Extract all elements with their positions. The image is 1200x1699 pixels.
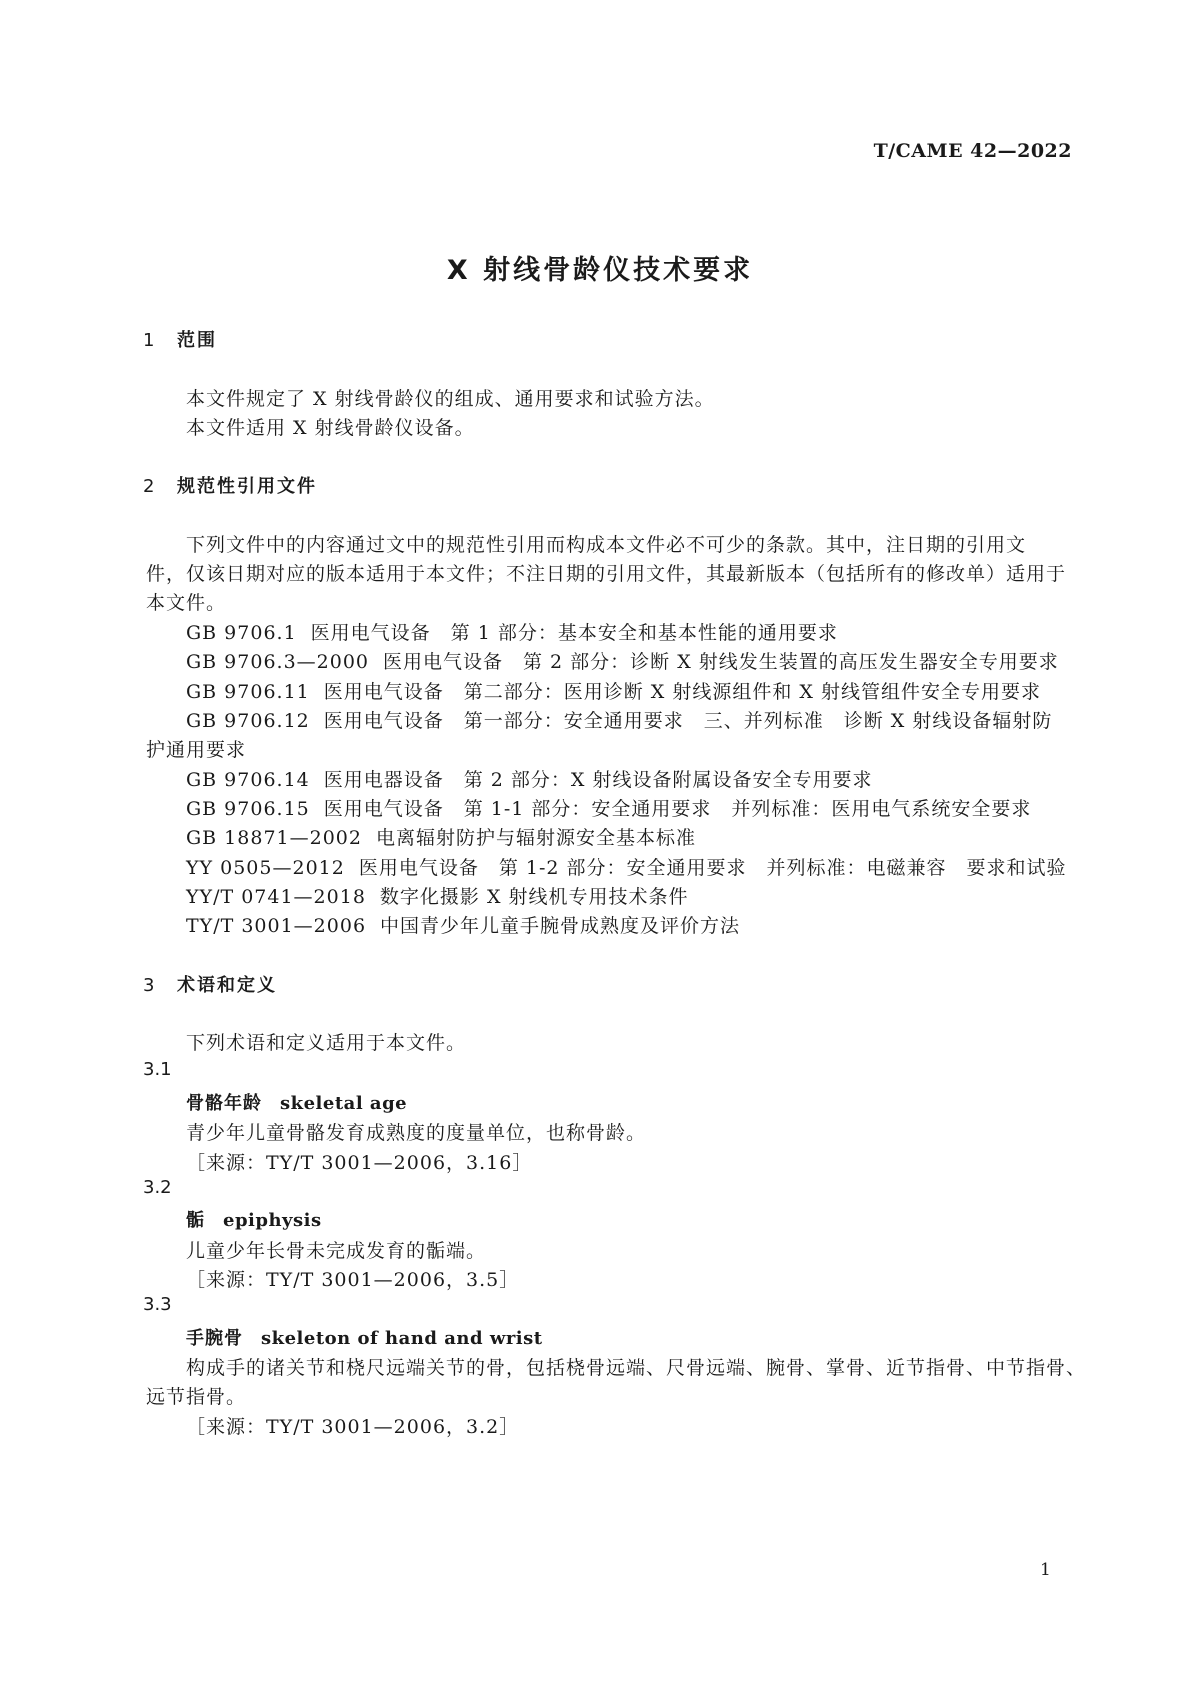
clause-number: 3.1 [143, 1059, 172, 1080]
section-title: 规范性引用文件 [177, 476, 317, 497]
reference-title: 医用电气设备 第 2 部分：诊断 X 射线发生装置的高压发生器安全专用要求 [383, 651, 1059, 673]
term-definition: 远节指骨。 [146, 1386, 247, 1408]
paragraph-line: 件，仅该日期对应的版本适用于本文件；不注日期的引用文件，其最新版本（包括所有的修改单）适用于 [146, 563, 1067, 585]
reference-id: GB 9706.3—2000 [186, 651, 370, 673]
term-heading [186, 1089, 407, 1115]
section-title: 范围 [177, 330, 217, 351]
term-definition: 青少年儿童骨骼发育成熟度的度量单位，也称骨龄。 [186, 1122, 647, 1144]
term-source: ［来源：TY/T 3001—2006，3.16］ [186, 1152, 533, 1174]
term-en: skeleton of hand and wrist [261, 1328, 543, 1349]
reference-item [186, 706, 1052, 733]
term-source: ［来源：TY/T 3001—2006，3.5］ [186, 1269, 520, 1291]
reference-item [186, 647, 1059, 674]
reference-title: 医用电器设备 第 2 部分：X 射线设备附属设备安全专用要求 [323, 769, 873, 791]
paragraph-line: 本文件。 [146, 592, 227, 614]
section-2-heading [143, 472, 317, 498]
paragraph-line: 下列文件中的内容通过文中的规范性引用而构成本文件必不可少的条款。其中，注日期的引用文 [186, 534, 1027, 556]
paragraph: 下列术语和定义适用于本文件。 [186, 1032, 467, 1054]
reference-id: GB 9706.15 [186, 798, 310, 820]
reference-item [186, 677, 1041, 704]
reference-item [186, 794, 1031, 821]
reference-title: 电离辐射防护与辐射源安全基本标准 [375, 827, 696, 849]
section-number: 1 [143, 330, 157, 351]
term-definition: 构成手的诸关节和桡尺远端关节的骨，包括桡骨远端、尺骨远端、腕骨、掌骨、近节指骨、中节指骨、 [186, 1357, 1087, 1379]
reference-title: 医用电气设备 第一部分：安全通用要求 三、并列标准 诊断 X 射线设备辐射防 [323, 710, 1053, 732]
reference-id: GB 9706.1 [186, 622, 297, 644]
reference-item [186, 823, 696, 850]
section-3-heading [143, 971, 277, 997]
reference-item [186, 765, 873, 792]
term-en: epiphysis [223, 1210, 322, 1231]
reference-title: 医用电气设备 第 1-1 部分：安全通用要求 并列标准：医用电气系统安全要求 [323, 798, 1032, 820]
reference-item [186, 618, 838, 645]
reference-id: GB 9706.12 [186, 710, 310, 732]
section-number: 3 [143, 975, 157, 996]
term-zh: 手腕骨 [186, 1328, 243, 1349]
paragraph: 本文件适用 X 射线骨龄仪设备。 [186, 417, 475, 439]
reference-item [186, 853, 1067, 880]
reference-title: 医用电气设备 第 1 部分：基本安全和基本性能的通用要求 [310, 622, 838, 644]
reference-continuation: 护通用要求 [146, 739, 247, 761]
document-code: T/CAME 42—2022 [873, 140, 1072, 162]
clause-number: 3.3 [143, 1294, 172, 1315]
reference-id: TY/T 3001—2006 [186, 915, 367, 937]
reference-item [186, 911, 740, 938]
section-title: 术语和定义 [177, 975, 277, 996]
reference-title: 数字化摄影 X 射线机专用技术条件 [379, 886, 689, 908]
section-number: 2 [143, 476, 157, 497]
term-source: ［来源：TY/T 3001—2006，3.2］ [186, 1416, 520, 1438]
paragraph: 本文件规定了 X 射线骨龄仪的组成、通用要求和试验方法。 [186, 388, 715, 410]
reference-title: 中国青少年儿童手腕骨成熟度及评价方法 [380, 915, 741, 937]
section-1-heading [143, 326, 217, 352]
clause-number: 3.2 [143, 1177, 172, 1198]
term-heading [186, 1324, 543, 1350]
reference-id: YY 0505—2012 [186, 857, 345, 879]
reference-id: GB 9706.14 [186, 769, 310, 791]
reference-item [186, 882, 689, 909]
page-number: 1 [1040, 1560, 1051, 1580]
reference-id: GB 9706.11 [186, 681, 310, 703]
term-zh: 骺 [186, 1210, 205, 1231]
reference-title: 医用电气设备 第二部分：医用诊断 X 射线源组件和 X 射线管组件安全专用要求 [323, 681, 1041, 703]
term-definition: 儿童少年长骨未完成发育的骺端。 [186, 1240, 487, 1262]
document-title: X 射线骨龄仪技术要求 [446, 255, 754, 286]
reference-title: 医用电气设备 第 1-2 部分：安全通用要求 并列标准：电磁兼容 要求和试验 [358, 857, 1067, 879]
term-zh: 骨骼年龄 [186, 1093, 262, 1114]
term-en: skeletal age [280, 1093, 408, 1114]
reference-id: YY/T 0741—2018 [186, 886, 366, 908]
reference-id: GB 18871—2002 [186, 827, 362, 849]
term-heading [186, 1206, 322, 1232]
